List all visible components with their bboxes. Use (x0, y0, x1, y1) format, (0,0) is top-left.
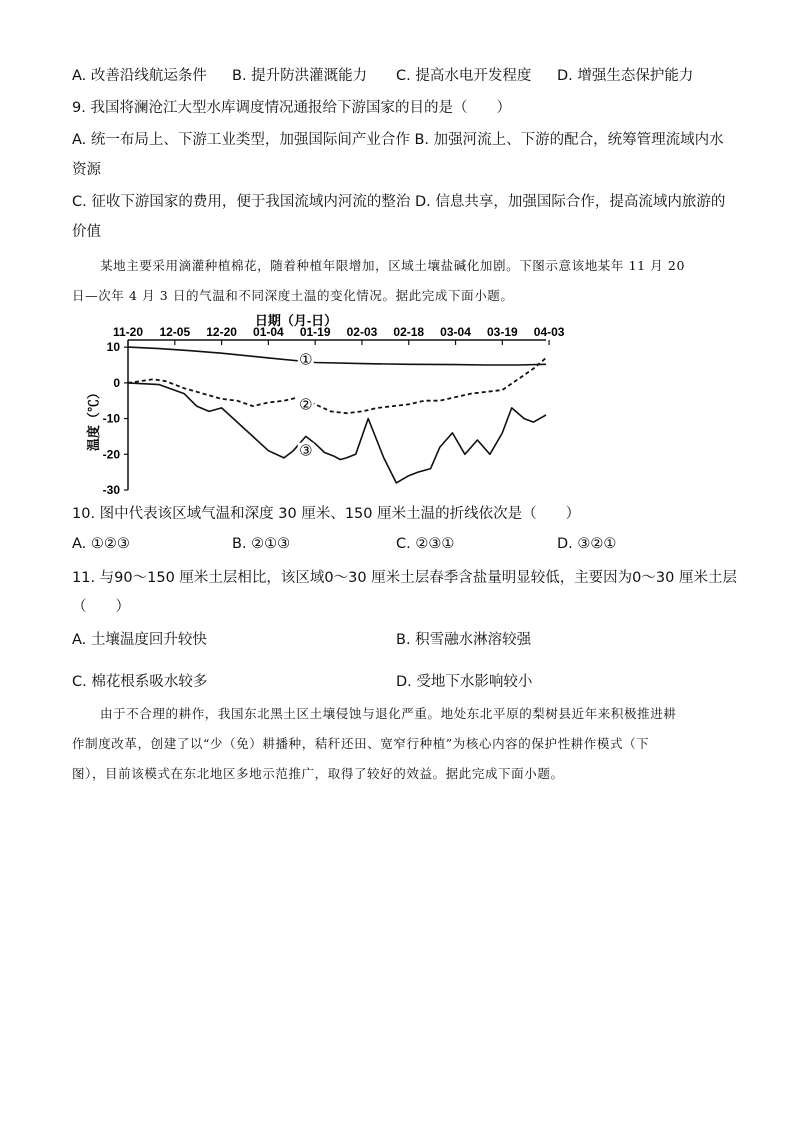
q9-options-cd: C. 征收下游国家的费用，便于我国流域内河流的整治 D. 信息共享，加强国际合作，提高流域内旅游的 (72, 194, 726, 210)
q10-option-a: A. ①②③ (72, 536, 130, 552)
y-tick-label: -20 (102, 447, 120, 462)
x-tick-label: 11-20 (112, 325, 144, 339)
x-tick-label: 01-04 (253, 325, 284, 339)
y-axis-label: 温度（℃） (86, 386, 101, 452)
chart-title: 日期（月-日） (254, 313, 338, 328)
temperature-chart (86, 310, 576, 500)
material1-line1: 某地主要采用滴灌种植棉花，随着种植年限增加，区域土壤盐碱化加剧。下图示意该地某年 11 月 20 (100, 258, 686, 273)
q9-stem: 9. 我国将澜沧江大型水库调度情况通报给下游国家的目的是（ ） (72, 100, 511, 116)
x-tick-label: 04-03 (533, 325, 565, 339)
series-line-1 (128, 347, 546, 365)
q10-stem: 10. 图中代表该区域气温和深度 30 厘米、150 厘米土温的折线依次是（ ） (72, 506, 581, 522)
q11-option-b: B. 积雪融水淋溶较强 (396, 632, 532, 648)
q11-option-a: A. 土壤温度回升较快 (72, 632, 207, 648)
x-tick-label: 12-20 (206, 325, 237, 339)
y-tick-label: -10 (102, 411, 120, 426)
series-label: ② (299, 396, 313, 414)
q9-options-ab: A. 统一布局上、下游工业类型，加强国际间产业合作 B. 加强河流上、下游的配合，统筹管理流域内水 (72, 132, 724, 148)
q10-option-c: C. ②③① (396, 536, 455, 552)
y-tick-label: -30 (102, 483, 120, 497)
material2-line3: 图），目前该模式在东北地区多地示范推广，取得了较好的效益。据此完成下面小题。 (72, 766, 564, 781)
series-line-3 (128, 383, 546, 483)
y-tick-label: 0 (113, 375, 120, 390)
q10-option-d: D. ③②① (557, 536, 617, 552)
material2-line2: 作制度改革，创建了以“少（免）耕播种，秸秆还田、宽窄行种植”为核心内容的保护性耕作模式（下 (72, 736, 650, 751)
q11-paren: （ ） (72, 599, 130, 615)
q11-option-d: D. 受地下水影响较小 (396, 674, 533, 690)
series-label: ① (299, 351, 313, 369)
q10-option-b: B. ②①③ (232, 536, 291, 552)
x-tick-label: 03-04 (440, 325, 471, 339)
q11-stem: 11. 与90～150 厘米土层相比，该区域0～30 厘米土层春季含盐量明显较低，主要因为0～30 厘米土层 (72, 570, 737, 586)
x-tick-label: 01-19 (299, 325, 331, 339)
q8-option-d: D. 增强生态保护能力 (557, 68, 694, 84)
y-tick-label: 10 (106, 340, 120, 355)
x-tick-label: 02-18 (393, 325, 425, 339)
q9-options-cd-cont: 价值 (72, 224, 101, 240)
series-label: ③ (299, 442, 313, 460)
series-line-2 (128, 358, 546, 413)
q8-option-a: A. 改善沿线航运条件 (72, 68, 207, 84)
material2-line1: 由于不合理的耕作，我国东北黑土区土壤侵蚀与退化严重。地处东北平原的梨树县近年来积极推进耕 (100, 706, 677, 721)
x-tick-label: 02-03 (346, 325, 378, 339)
material1-line2: 日—次年 4 月 3 日的气温和不同深度土温的变化情况。据此完成下面小题。 (72, 288, 514, 303)
q8-option-c: C. 提高水电开发程度 (396, 68, 532, 84)
x-tick-label: 03-19 (486, 325, 518, 339)
x-tick-label: 12-05 (159, 325, 191, 339)
q9-options-ab-cont: 资源 (72, 162, 101, 178)
q8-option-b: B. 提升防洪灌溉能力 (232, 68, 368, 84)
q11-option-c: C. 棉花根系吸水较多 (72, 674, 208, 690)
